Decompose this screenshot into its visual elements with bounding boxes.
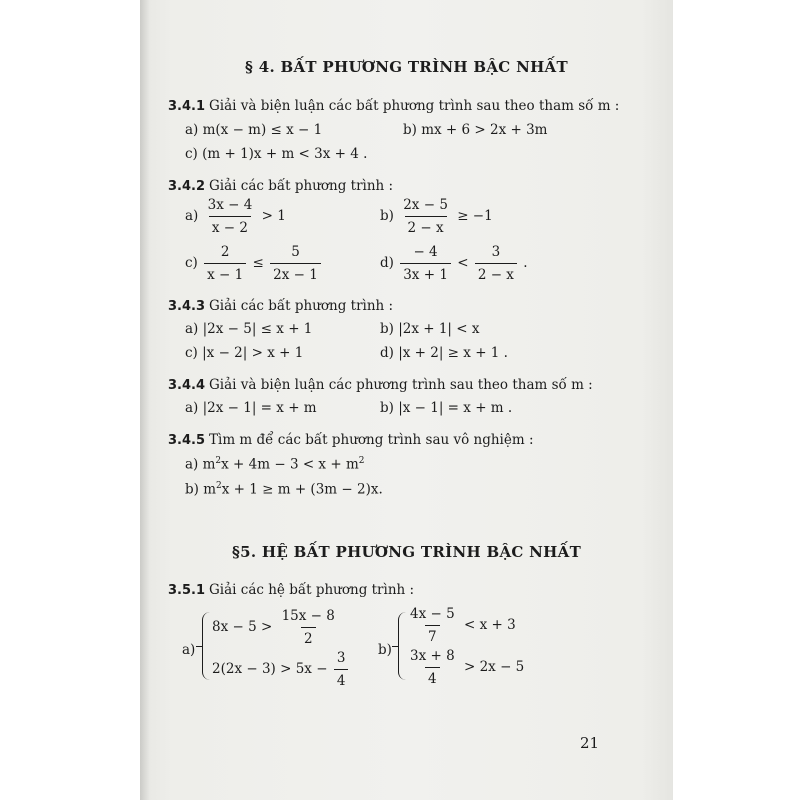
numerator: 3x − 4: [207, 197, 253, 213]
item-c: c) |x − 2| > x + 1: [185, 345, 304, 361]
system-a-line-2: [212, 650, 350, 689]
item-c: c) (m + 1)x + m < 3x + 4 .: [185, 146, 368, 162]
item-b: b) |2x + 1| < x: [380, 321, 480, 337]
page-number: 21: [580, 734, 600, 752]
denominator: x − 1: [204, 263, 246, 283]
item-b: [380, 197, 493, 236]
problem-number: 3.4.2: [168, 179, 206, 194]
numerator: − 4: [413, 244, 438, 260]
system-a-line-1: [212, 608, 340, 647]
item-a: a) m(x − m) ≤ x − 1: [185, 122, 323, 138]
item-label: a): [185, 208, 199, 224]
item-a: a) |2x − 1| = x + m: [185, 400, 317, 416]
fraction: [334, 650, 349, 689]
problem-3-4-5: [168, 432, 534, 448]
item-d: d) |x + 2| ≥ x + 1 .: [380, 345, 508, 361]
problem-number: 3.5.1: [168, 583, 206, 598]
numerator: 5: [291, 244, 300, 260]
denominator: 4: [334, 669, 349, 689]
problem-number: 3.4.4: [168, 378, 206, 393]
fraction: [400, 197, 451, 236]
numerator: 3x + 8: [410, 648, 455, 664]
fraction: [205, 197, 256, 236]
expr-part: x + 4m − 3 < x + m: [221, 456, 359, 473]
problem-number: 3.4.5: [168, 433, 206, 448]
numerator: 15x − 8: [281, 608, 335, 624]
denominator: 2: [301, 627, 316, 647]
problem-3-4-3: [168, 298, 393, 314]
fraction: [475, 244, 517, 283]
section-5-title: §5. HỆ BẤT PHƯƠNG TRÌNH BẬC NHẤT: [231, 543, 582, 561]
problem-text: Giải các bất phương trình :: [209, 298, 394, 314]
item-a: [185, 456, 364, 473]
problem-text: Giải các hệ bất phương trình :: [209, 582, 415, 598]
item-a: [185, 197, 286, 236]
problem-text: Giải các bất phương trình :: [209, 178, 394, 194]
item-label: d): [380, 255, 394, 271]
problem-text: Giải và biện luận các phương trình sau theo tham số m :: [209, 377, 593, 393]
problem-3-4-2: [168, 178, 393, 194]
denominator: 2x − 1: [270, 263, 321, 283]
exponent: 2: [215, 456, 222, 466]
rhs: > 2x − 5: [463, 659, 525, 675]
item-b: [185, 481, 383, 498]
expr-part: a) m: [185, 456, 216, 473]
system-b-line-1: [405, 606, 516, 645]
denominator: 3x + 1: [400, 263, 451, 283]
section-4-title: § 4. BẤT PHƯƠNG TRÌNH BẬC NHẤT: [245, 58, 568, 76]
denominator: 2 − x: [405, 216, 447, 236]
problem-3-4-1: [168, 98, 619, 114]
fraction: [279, 608, 338, 647]
expr-part: x + 1 ≥ m + (3m − 2)x.: [221, 481, 383, 498]
numerator: 2: [220, 244, 230, 260]
item-label: c): [185, 255, 198, 271]
lhs: 2(2x − 3) > 5x −: [212, 661, 328, 677]
rhs: > 1: [261, 208, 286, 224]
problem-text: Tìm m để các bất phương trình sau vô nghiệm :: [209, 432, 534, 448]
page-gutter-shadow: [140, 0, 150, 800]
system-b-line-2: [405, 648, 524, 687]
fraction: [204, 244, 246, 283]
exponent: 2: [216, 481, 222, 491]
lhs: 8x − 5 >: [212, 619, 273, 635]
numerator: 4x − 5: [410, 606, 455, 622]
rhs: < x + 3: [463, 617, 516, 633]
numerator: 3: [336, 650, 346, 666]
problem-number: 3.4.3: [168, 299, 206, 314]
item-b: b) |x − 1| = x + m .: [380, 400, 513, 416]
numerator: 3: [491, 244, 501, 260]
period: .: [523, 255, 528, 271]
denominator: 7: [425, 625, 440, 645]
item-a: a) |2x − 5| ≤ x + 1: [185, 321, 313, 337]
numerator: 2x − 5: [403, 197, 448, 213]
problem-3-4-4: [168, 377, 593, 393]
fraction: [400, 244, 451, 283]
item-b: b) mx + 6 > 2x + 3m: [403, 122, 548, 138]
item-b-label: b): [378, 642, 392, 658]
denominator: 2 − x: [475, 263, 517, 283]
item-d: [380, 244, 528, 283]
operator: <: [457, 255, 469, 271]
fraction: [270, 244, 321, 283]
fraction: [407, 648, 458, 687]
expr-part: b) m: [185, 481, 217, 498]
problem-number: 3.4.1: [168, 99, 206, 114]
problem-text: Giải và biện luận các bất phương trình sau theo tham số m :: [209, 98, 620, 114]
operator: ≤: [252, 255, 264, 271]
rhs: ≥ −1: [457, 208, 493, 224]
item-a-label: a): [182, 642, 196, 658]
fraction: [407, 606, 458, 645]
exponent: 2: [358, 456, 365, 466]
denominator: x − 2: [209, 216, 251, 236]
problem-3-5-1: [168, 582, 414, 598]
item-label: b): [380, 208, 394, 224]
denominator: 4: [425, 667, 440, 687]
item-c: [185, 244, 323, 283]
